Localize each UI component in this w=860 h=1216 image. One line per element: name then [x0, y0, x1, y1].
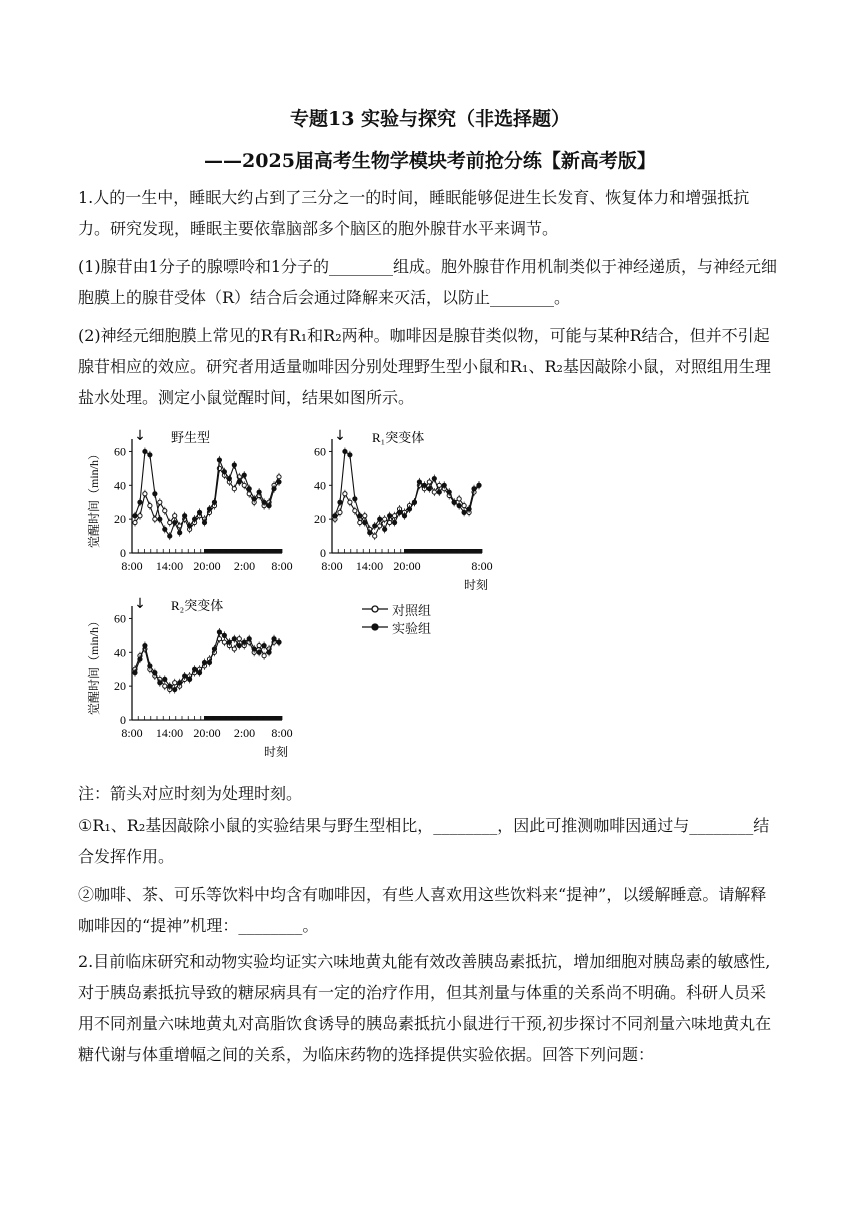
experiment-point: [163, 527, 167, 531]
experiment-point: [138, 500, 142, 504]
x-tick-label: 20:00: [193, 559, 221, 573]
x-tick-label: 14:00: [155, 559, 184, 573]
experiment-point: [217, 458, 221, 462]
x-tick-label: 8:00: [121, 559, 143, 573]
q1-sub1: ①R₁、R₂基因敲除小鼠的实验结果与野生型相比，________，因此可推测咖啡因通过与________结合发挥作用。: [78, 816, 770, 866]
control-point: [378, 524, 382, 528]
y-tick-label: 60: [114, 444, 126, 459]
experiment-point: [348, 453, 352, 457]
experiment-point: [262, 500, 266, 504]
experiment-point: [358, 514, 362, 518]
x-tick-label: 14:00: [355, 559, 384, 573]
treatment-arrow-icon: ↓: [134, 428, 146, 444]
experiment-point: [267, 650, 271, 654]
experiment-point: [143, 449, 147, 453]
experiment-point: [222, 470, 226, 474]
y-axis-label: 觉醒时间（min/h）: [87, 447, 101, 549]
y-tick-label: 0: [120, 546, 126, 560]
control-point: [168, 520, 172, 524]
y-tick-label: 20: [314, 512, 326, 527]
control-point: [232, 647, 236, 651]
control-point: [392, 514, 396, 518]
experiment-series-line: [335, 451, 479, 532]
experiment-point: [333, 514, 337, 518]
treatment-arrow-icon: ↓: [134, 596, 146, 612]
experiment-point: [232, 637, 236, 641]
experiment-point: [197, 510, 201, 514]
control-point: [143, 492, 147, 496]
experiment-point: [148, 664, 152, 668]
experiment-point: [197, 671, 201, 675]
experiment-point: [158, 681, 162, 685]
experiment-point: [247, 637, 251, 641]
experiment-point: [133, 671, 137, 675]
experiment-point: [477, 483, 481, 487]
experiment-point: [192, 667, 196, 671]
control-point: [427, 480, 431, 484]
x-axis-label: 时刻: [263, 745, 289, 759]
y-tick-label: 0: [120, 713, 126, 727]
document-title: 专题13 实验与探究（非选择题）: [289, 108, 571, 130]
experiment-point: [373, 524, 377, 528]
experiment-point: [237, 643, 241, 647]
experiment-point: [183, 674, 187, 678]
experiment-point: [227, 640, 231, 644]
x-tick-label: 20:00: [393, 559, 421, 573]
filled-circle-marker-icon: [362, 622, 388, 632]
chart-wild-type: [86, 420, 301, 590]
x-tick-label: 8:00: [121, 726, 143, 740]
x-axis-label: 时刻: [463, 578, 489, 592]
experiment-point: [222, 633, 226, 637]
experiment-point: [452, 500, 456, 504]
q1-part1: (1)腺苷由1分子的腺嘌呤和1分子的________组成。胞外腺苷作用机制类似于神经递质，与神经元细胞膜上的腺苷受体（R）结合后会通过降解来灭活，以防止________。: [78, 257, 778, 307]
experiment-point: [353, 497, 357, 501]
control-point: [358, 520, 362, 524]
experiment-point: [237, 480, 241, 484]
experiment-point: [188, 524, 192, 528]
control-point: [353, 509, 357, 513]
control-point: [262, 654, 266, 658]
dark-period-bar: [204, 716, 282, 720]
experiment-point: [153, 671, 157, 675]
experiment-point: [472, 487, 476, 491]
experiment-point: [217, 630, 221, 634]
experiment-point: [343, 449, 347, 453]
control-point: [237, 637, 241, 641]
experiment-point: [183, 514, 187, 518]
experiment-point: [277, 640, 281, 644]
experiment-point: [338, 500, 342, 504]
experiment-point: [247, 487, 251, 491]
control-point: [338, 510, 342, 514]
control-point: [133, 520, 137, 524]
y-tick-label: 20: [114, 679, 126, 694]
experiment-point: [192, 517, 196, 521]
experiment-point: [168, 534, 172, 538]
control-point: [222, 640, 226, 644]
experiment-point: [368, 531, 372, 535]
open-circle-marker-icon: [362, 604, 388, 614]
experiment-point: [138, 657, 142, 661]
experiment-point: [267, 504, 271, 508]
legend-control-label: 对照组: [392, 603, 432, 619]
experiment-point: [163, 677, 167, 681]
experiment-point: [227, 476, 231, 480]
control-point: [257, 643, 261, 647]
y-axis-label: 觉醒时间（min/h）: [87, 614, 101, 716]
control-point: [373, 534, 377, 538]
experiment-point: [437, 490, 441, 494]
experiment-point: [407, 507, 411, 511]
chart-title: R₂突变体: [171, 598, 224, 613]
treatment-arrow-icon: ↓: [334, 428, 346, 444]
experiment-point: [462, 510, 466, 514]
control-point: [363, 514, 367, 518]
experiment-point: [212, 500, 216, 504]
x-tick-label: 8:00: [471, 559, 493, 573]
chart-note: 注：箭头对应时刻为处理时刻。: [78, 784, 303, 803]
chart-title: R₁突变体: [372, 430, 425, 445]
legend-control: [362, 600, 472, 618]
control-point: [163, 684, 167, 688]
experiment-point: [207, 507, 211, 511]
y-tick-label: 60: [114, 611, 126, 626]
control-point: [457, 497, 461, 501]
q1-intro: 1.人的一生中，睡眠大约占到了三分之一的时间，睡眠能够促进生长发育、恢复体力和增强抵抗力。研究发现，睡眠主要依靠脑部多个脑区的胞外腺苷水平来调节。: [78, 188, 750, 238]
experiment-point: [153, 492, 157, 496]
x-tick-label: 8:00: [271, 559, 293, 573]
q1-part2: (2)神经元细胞膜上常见的R有R₁和R₂两种。咖啡因是腺苷类似物，可能与某种R结合，但并不引起腺苷相应的效应。研究者用适量咖啡因分别处理野生型小鼠和R₁、R₂基因敲除小鼠，对照组用生理盐水处理。测定小鼠觉醒时间，结果如图所示。: [78, 326, 771, 407]
control-point: [138, 514, 142, 518]
experiment-point: [378, 517, 382, 521]
control-point: [173, 514, 177, 518]
experiment-point: [148, 453, 152, 457]
y-tick-label: 40: [314, 478, 326, 493]
experiment-point: [272, 487, 276, 491]
chart-legend: [362, 600, 472, 636]
experiment-point: [457, 504, 461, 508]
experiment-point: [202, 520, 206, 524]
experiment-point: [178, 681, 182, 685]
experiment-point: [207, 660, 211, 664]
experiment-point: [442, 483, 446, 487]
experiment-point: [427, 487, 431, 491]
experiment-point: [432, 476, 436, 480]
experiment-point: [422, 483, 426, 487]
control-point: [173, 681, 177, 685]
experiment-point: [277, 480, 281, 484]
control-point: [232, 487, 236, 491]
control-point: [383, 517, 387, 521]
q1-sub2: ②咖啡、茶、可乐等饮料中均含有咖啡因，有些人喜欢用这些饮料来“提神”，以缓解睡意。请解释咖啡因的“提神”机理：________。: [78, 885, 767, 935]
control-point: [462, 504, 466, 508]
experiment-point: [363, 520, 367, 524]
experiment-point: [257, 650, 261, 654]
experiment-point: [388, 514, 392, 518]
experiment-point: [133, 514, 137, 518]
x-tick-label: 14:00: [155, 726, 184, 740]
y-tick-label: 60: [314, 444, 326, 459]
control-point: [343, 492, 347, 496]
experiment-point: [252, 497, 256, 501]
y-tick-label: 40: [114, 645, 126, 660]
experiment-point: [178, 531, 182, 535]
x-tick-label: 8:00: [321, 559, 343, 573]
dark-period-bar: [204, 549, 282, 553]
document-subtitle: ——2025届高考生物学模块考前抢分练【新高考版】: [204, 150, 656, 172]
control-point: [348, 500, 352, 504]
control-point: [163, 509, 167, 513]
x-tick-label: 2:00: [233, 559, 256, 573]
experiment-point: [252, 647, 256, 651]
experiment-point: [242, 640, 246, 644]
q2-intro: 2.目前临床研究和动物实验均证实六味地黄丸能有效改善胰岛素抵抗，增加细胞对胰岛素的敏感性,对于胰岛素抵抗导致的糖尿病具有一定的治疗作用，但其剂量与体重的关系尚不明确。科研人员采用不同剂量六味地黄丸对高脂饮食诱导的胰岛素抵抗小鼠进行干预,初步探讨不同剂量六味地黄丸在糖代谢与体重增幅之间的关系，为临床药物的选择提供实验依据。回答下列问题：: [78, 952, 772, 1064]
experiment-point: [168, 684, 172, 688]
control-point: [148, 504, 152, 508]
experiment-point: [158, 517, 162, 521]
y-tick-label: 20: [114, 512, 126, 527]
experiment-point: [188, 677, 192, 681]
experiment-point: [397, 510, 401, 514]
control-point: [153, 517, 157, 521]
y-tick-label: 0: [320, 546, 326, 560]
control-point: [242, 483, 246, 487]
chart-r2-mutant: [86, 590, 301, 770]
experiment-point: [173, 520, 177, 524]
x-tick-label: 20:00: [193, 726, 221, 740]
chart-r1-mutant: [300, 420, 510, 605]
experiment-point: [392, 520, 396, 524]
experiment-point: [412, 500, 416, 504]
experiment-point: [402, 514, 406, 518]
x-tick-label: 8:00: [271, 726, 293, 740]
dark-period-bar: [404, 549, 482, 553]
experiment-point: [202, 660, 206, 664]
experiment-series-line: [135, 632, 279, 690]
legend-experiment: [362, 618, 472, 636]
experiment-point: [143, 643, 147, 647]
experiment-point: [447, 490, 451, 494]
control-point: [158, 500, 162, 504]
experiment-point: [257, 490, 261, 494]
experiment-point: [383, 527, 387, 531]
experiment-point: [417, 480, 421, 484]
control-point: [432, 490, 436, 494]
legend-experiment-label: 实验组: [392, 621, 432, 637]
chart-title: 野生型: [171, 430, 211, 445]
experiment-point: [242, 473, 246, 477]
experiment-point: [173, 687, 177, 691]
experiment-point: [262, 643, 266, 647]
experiment-point: [232, 463, 236, 467]
experiment-point: [212, 647, 216, 651]
x-tick-label: 2:00: [233, 726, 256, 740]
experiment-point: [272, 637, 276, 641]
experiment-point: [467, 507, 471, 511]
y-tick-label: 40: [114, 478, 126, 493]
